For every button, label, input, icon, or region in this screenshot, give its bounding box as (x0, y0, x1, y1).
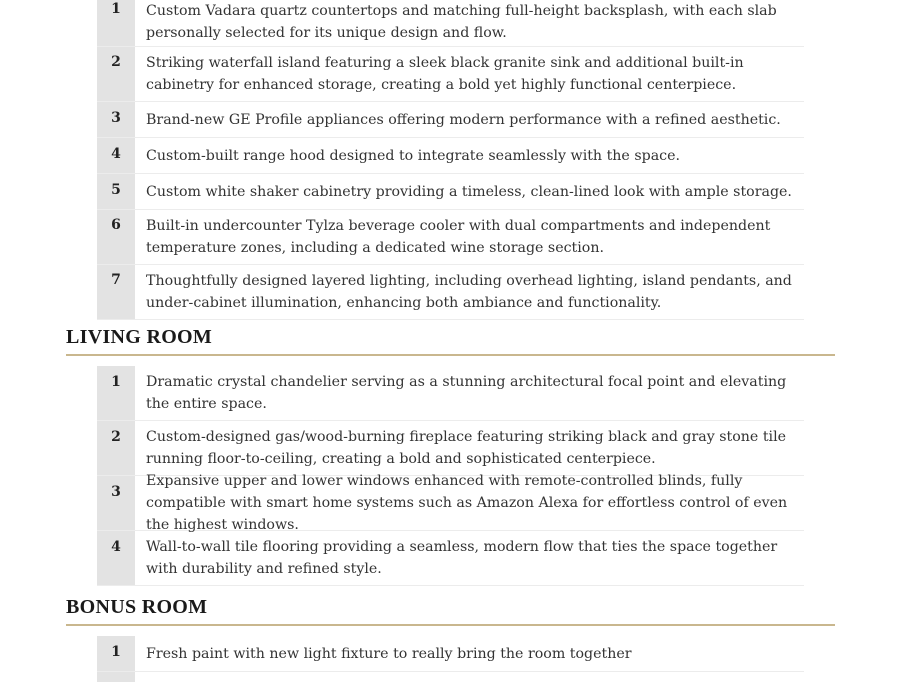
item-text: Expansive upper and lower windows enhanced with remote-controlled blinds, fully compatible with smart home systems such as Amazon Alexa for effortless control of even the highest windows. (146, 473, 788, 533)
item-text: Striking waterfall island featuring a sleek black granite sink and additional built-in cabinetry for enhanced storage, creating a bold yet highly functional centerpiece. (146, 55, 744, 93)
list-item (97, 366, 804, 421)
item-text: Wall-to-wall tile flooring providing a seamless, modern flow that ties the space together with durability and refined style. (146, 539, 778, 577)
item-text: Dramatic crystal chandelier serving as a stunning architectural focal point and elevating the entire space. (146, 374, 787, 412)
item-text: Built-in undercounter Tylza beverage cooler with dual compartments and independent temperature zones, including a dedicated wine storage section. (146, 218, 771, 256)
item-number: 1 (97, 0, 135, 46)
list-item (97, 138, 804, 174)
list-item-partial (97, 672, 804, 682)
item-text: Brand-new GE Profile appliances offering modern performance with a refined aesthetic. (146, 111, 781, 128)
item-text: Thoughtfully designed layered lighting, including overhead lighting, island pendants, and under-cabinet illumination, enhancing both ambiance and functionality. (146, 273, 792, 311)
item-text: Custom white shaker cabinetry providing a timeless, clean-lined look with ample storage. (146, 183, 792, 200)
item-text: Fresh paint with new light fixture to really bring the room together (146, 645, 632, 662)
list-item (97, 636, 804, 672)
list-item (97, 174, 804, 210)
list-item (97, 531, 804, 586)
list-item (97, 421, 804, 476)
item-number: 3 (97, 102, 135, 137)
item-number: 2 (97, 421, 135, 475)
item-text: Custom-designed gas/wood-burning fireplace featuring striking black and gray stone tile running floor-to-ceiling, creating a bold and sophisticated centerpiece. (146, 429, 787, 467)
item-number: 2 (97, 47, 135, 101)
list-item (97, 102, 804, 138)
item-number: 3 (97, 476, 135, 530)
section-heading-bonus-room: BONUS ROOM (66, 596, 835, 626)
item-text: Custom-built range hood designed to integrate seamlessly with the space. (146, 147, 680, 164)
item-number-cell (97, 672, 135, 682)
list-item (97, 210, 804, 265)
item-number: 1 (97, 366, 135, 420)
list-item (97, 47, 804, 102)
item-number: 7 (97, 265, 135, 319)
list-item (97, 265, 804, 320)
list-item (97, 0, 804, 47)
item-number: 6 (97, 210, 135, 264)
kitchen-feature-list (97, 0, 804, 320)
item-number: 4 (97, 138, 135, 173)
item-number: 1 (97, 636, 135, 671)
item-number: 4 (97, 531, 135, 585)
item-text: Custom Vadara quartz countertops and matching full-height backsplash, with each slab personally selected for its unique design and flow. (146, 3, 777, 41)
list-item (97, 473, 804, 533)
section-heading-living-room: LIVING ROOM (66, 326, 835, 356)
bonus-room-feature-list (97, 636, 804, 682)
item-text-cell (135, 672, 804, 682)
living-room-feature-list (97, 366, 804, 586)
item-number: 5 (97, 174, 135, 209)
